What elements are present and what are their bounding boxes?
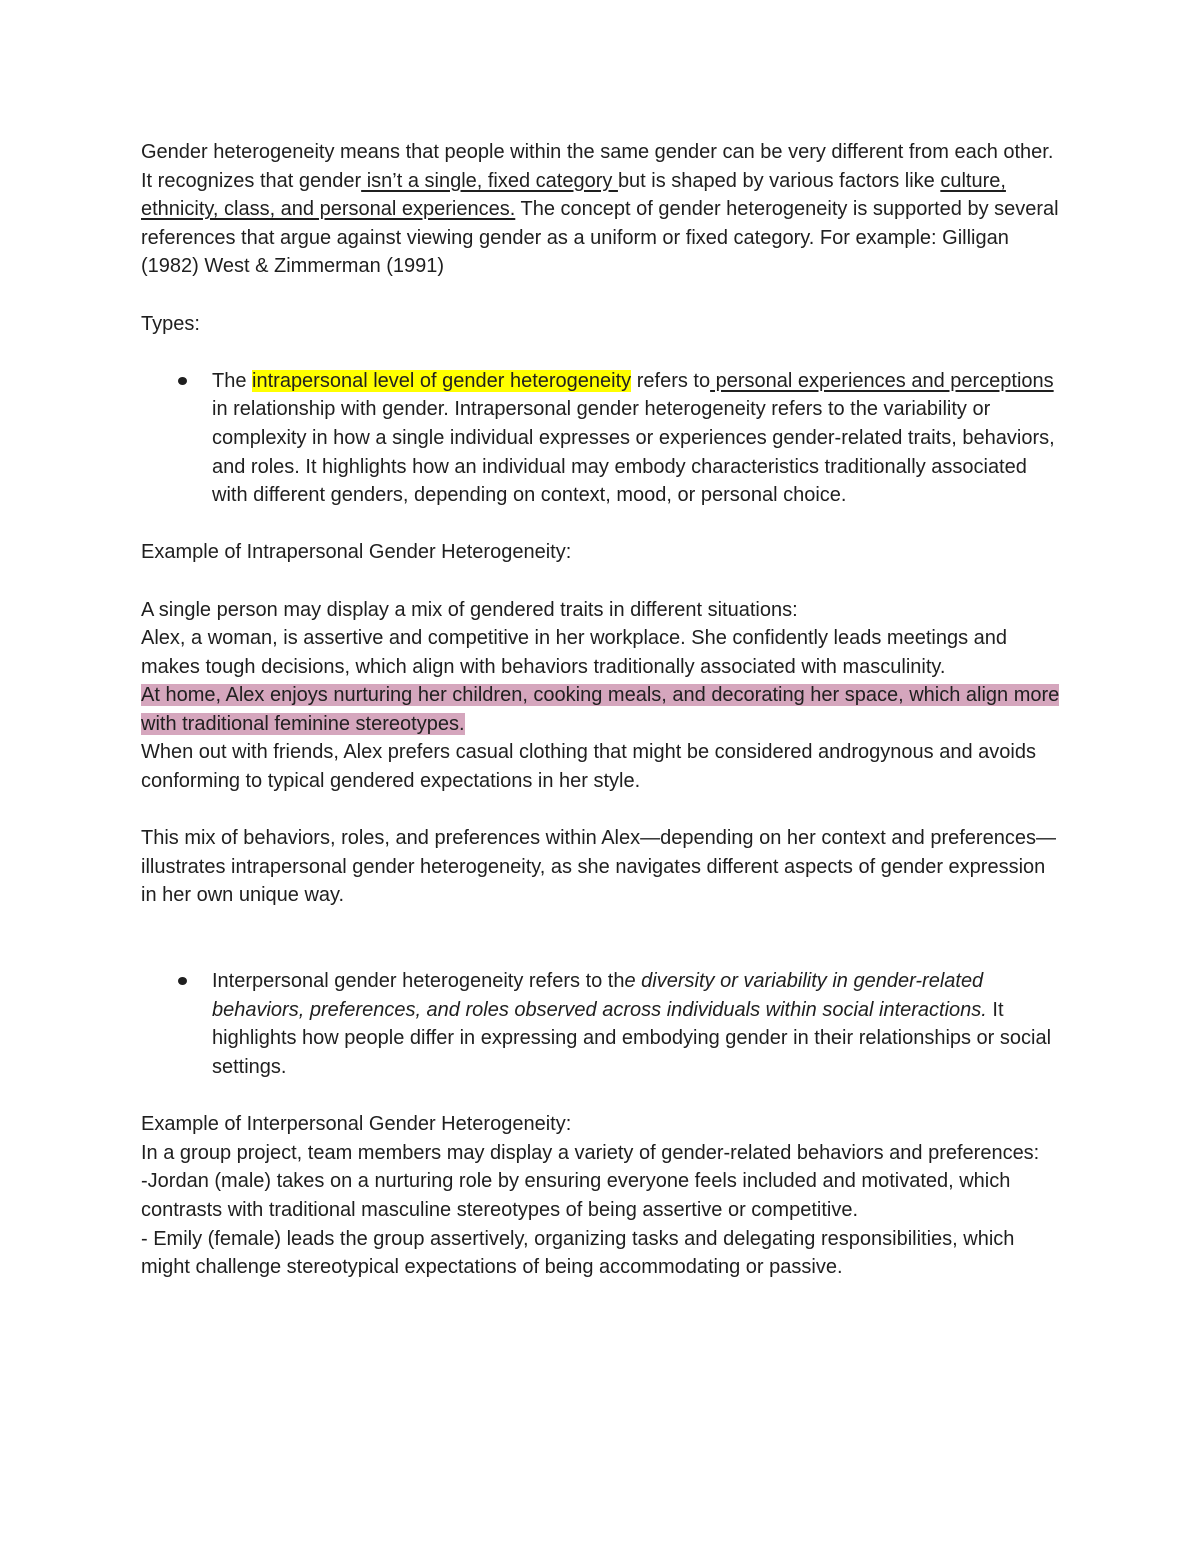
intrapersonal-underline: personal experiences and perceptions [710,369,1054,392]
intra-example-line-1: A single person may display a mix of gendered traits in different situations: [141,598,798,621]
interpersonal-text-2: e [624,970,642,993]
interpersonal-italic: diversity or variability in gender-related behaviors, preferences, and roles observed across individuals within social interactions. [212,970,987,1021]
spacer [141,796,1061,825]
intrapersonal-text-1: The [212,369,253,392]
spacer [141,510,1061,539]
bullet-icon [178,377,187,385]
document-page [141,138,1061,1282]
intro-text-1: Gender heterogeneity means that people within the same gender can be very different from each other. It recognizes that gender [141,141,1054,192]
inter-example-line-3: - Emily (female) leads the group assertively, organizing tasks and delegating responsibilities, which might challenge stereotypical expectations of being accommodating or passive. [141,1227,1015,1279]
intra-example-line-4: When out with friends, Alex prefers casual clothing that might be considered androgynous and avoids conforming to typical gendered expectations in her style. [141,741,1036,793]
inter-example-line-1: In a group project, team members may display a variety of gender-related behaviors and preferences: [141,1141,1040,1164]
intrapersonal-highlight: intrapersonal level of gender heterogeneity [252,369,632,392]
types-list [141,367,1061,510]
list-item-intrapersonal [212,367,1061,510]
intrapersonal-text-3: in relationship with gender. Intrapersonal gender heterogeneity refers to the variability or complexity in how a single individual expresses or experiences gender-related traits, behaviors, and roles. It highlights how an individual may embody characteristics traditionally associated with different genders, depending on context, mood, or personal choice. [212,398,1055,507]
spacer [141,910,1061,967]
spacer [141,1082,1061,1111]
types-list-2 [141,967,1061,1081]
intro-text-2: but is shaped by various factors like [617,169,941,192]
spacer [141,338,1061,367]
intra-example-heading: Example of Intrapersonal Gender Heterogeneity: [141,541,572,564]
intro-underline-1: isn’t a single, fixed category [361,169,618,192]
intro-underline-2: culture, ethnicity, class, and personal experiences. [141,169,1006,221]
intro-paragraph [141,138,1061,281]
intra-example-line-3 [141,681,1061,738]
list-item-interpersonal [212,967,1061,1081]
spacer [141,281,1061,310]
bullet-icon [178,977,187,985]
intra-example-highlight: At home, Alex enjoys nurturing her children, cooking meals, and decorating her space, which align more with traditional feminine stereotypes. [141,684,1060,735]
interpersonal-text-3: It highlights how people differ in expressing and embodying gender in their relationships or social settings. [212,998,1052,1078]
intrapersonal-text-2: refers to [631,369,711,392]
intro-text-3: The concept of gender heterogeneity is supported by several references that argue against viewing gender as a uniform or fixed category. For example: Gilligan (1982) West & Zimmerman (1991) [141,198,1059,278]
types-heading: Types: [141,312,200,335]
spacer [141,567,1061,596]
inter-example-line-2: -Jordan (male) takes on a nurturing role by ensuring everyone feels included and motivated, which contrasts with traditional masculine stereotypes of being assertive or competitive. [141,1170,1011,1221]
interpersonal-text-1: Interpersonal gender heterogeneity refers to th [212,970,625,993]
inter-example-heading: Example of Interpersonal Gender Heterogeneity: [141,1113,572,1136]
intra-summary: This mix of behaviors, roles, and preferences within Alex—depending on her context and preferences—illustrates intrapersonal gender heterogeneity, as she navigates different aspects of gender expression in her own unique way. [141,827,1056,907]
intra-example-line-2: Alex, a woman, is assertive and competitive in her workplace. She confidently leads meetings and makes tough decisions, which align with behaviors traditionally associated with masculinity. [141,627,1008,678]
